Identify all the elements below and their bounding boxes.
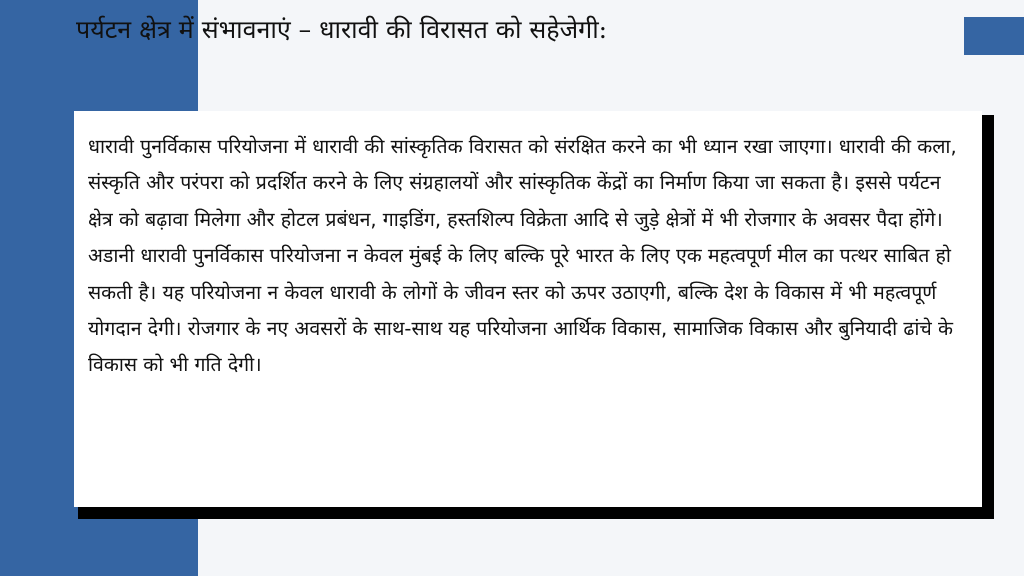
body-paragraph: धारावी पुनर्विकास परियोजना में धारावी की सांस्कृतिक विरासत को संरक्षित करने का भी ध्यान रखा जाएगा। धारावी की कला, संस्कृति और परंपरा को प्रदर्शित करने के लिए संग्रहालयों और सांस्कृतिक केंद्रों का निर्माण किया जा सकता है। इससे पर्यटन क्षेत्र को बढ़ावा मिलेगा और होटल प्रबंधन, गाइडिंग, हस्तशिल्प विक्रेता आदि से जुड़े क्षेत्रों में भी रोजगार के अवसर पैदा होंगे। अडानी धारावी पुनर्विकास परियोजना न केवल मुंबई के लिए बल्कि पूरे भारत के लिए एक महत्वपूर्ण मील का पत्थर साबित हो सकती है। यह परियोजना न केवल धारावी के लोगों के जीवन स्तर को ऊपर उठाएगी, बल्कि देश के विकास में भी महत्वपूर्ण योगदान देगी। रोजगार के नए अवसरों के साथ-साथ यह परियोजना आर्थिक विकास, सामाजिक विकास और बुनियादी ढांचे के विकास को भी गति देगी। (88, 135, 957, 377)
corner-accent-box (964, 17, 1024, 55)
content-card (74, 111, 982, 507)
slide-title: पर्यटन क्षेत्र में संभावनाएं – धारावी की विरासत को सहेजेगी: (76, 15, 608, 44)
